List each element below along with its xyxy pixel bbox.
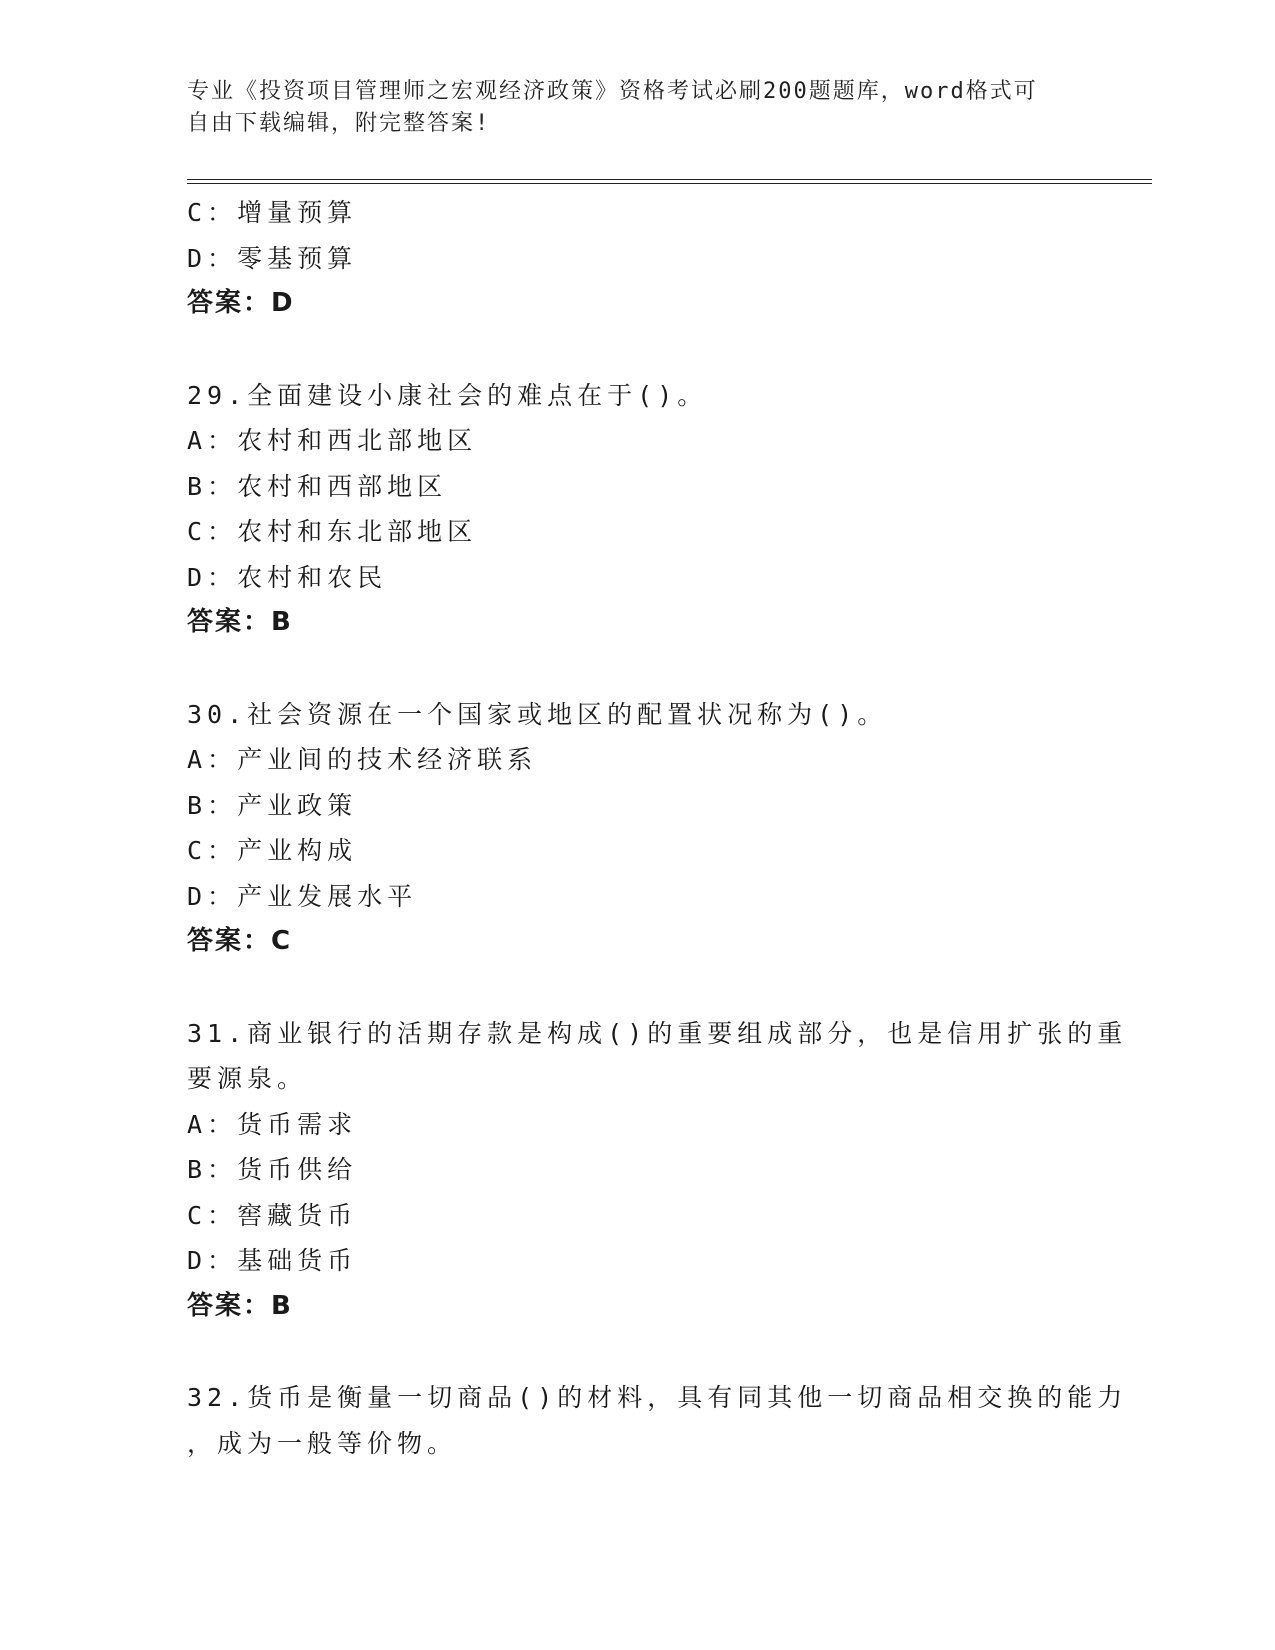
spacer (187, 965, 1087, 1011)
option-b: B：货币供给 (187, 1155, 358, 1184)
question-text: 29.全面建设小康社会的难点在于()。 (187, 380, 708, 410)
option-a: A：产业间的技术经济联系 (187, 745, 538, 774)
option-c: C：窖藏货币 (187, 1200, 358, 1230)
option-a: A：货币需求 (187, 1109, 358, 1139)
question-text: 31.商业银行的活期存款是构成()的重要组成部分，也是信用扩张的重 (187, 1018, 1128, 1048)
option-d: D：产业发展水平 (187, 881, 418, 911)
question-text: 30.社会资源在一个国家或地区的配置状况称为()。 (187, 699, 888, 729)
option-d: D：零基预算 (187, 243, 358, 273)
answer-line: 答案：C (187, 926, 293, 956)
header-line-1: 专业《投资项目管理师之宏观经济政策》资格考试必刷200题题库，word格式可 (187, 79, 1038, 104)
header-divider (187, 183, 1152, 184)
document-header (187, 76, 1077, 140)
question-text: 32.货币是衡量一切商品()的材料，具有同其他一切商品相交换的能力 (187, 1383, 1128, 1412)
option-c: C：产业构成 (187, 836, 358, 865)
spacer (187, 646, 1087, 692)
spacer (187, 327, 1087, 373)
header-divider (187, 179, 1152, 180)
option-b: B：农村和西部地区 (187, 471, 448, 501)
answer-line: 答案：D (187, 288, 295, 318)
option-c: C：农村和东北部地区 (187, 517, 478, 546)
option-d: D：基础货币 (187, 1246, 358, 1275)
option-c: C：增量预算 (187, 198, 358, 227)
question-31 (187, 1011, 1128, 1330)
document-body (187, 190, 1128, 1466)
question-fragment (187, 190, 1087, 327)
header-line-2: 自由下载编辑，附完整答案! (187, 111, 491, 136)
answer-line: 答案：B (187, 1290, 293, 1321)
answer-line: 答案：B (187, 607, 293, 637)
question-text-continued: 要源泉。 (187, 1064, 308, 1093)
spacer (187, 1329, 1087, 1375)
question-text-continued: ，成为一般等价物。 (187, 1428, 458, 1458)
question-29 (187, 373, 1087, 646)
question-32 (187, 1375, 1128, 1466)
option-b: B：产业政策 (187, 790, 358, 820)
option-a: A：农村和西北部地区 (187, 426, 478, 455)
question-30 (187, 692, 1087, 965)
option-d: D：农村和农民 (187, 562, 388, 592)
